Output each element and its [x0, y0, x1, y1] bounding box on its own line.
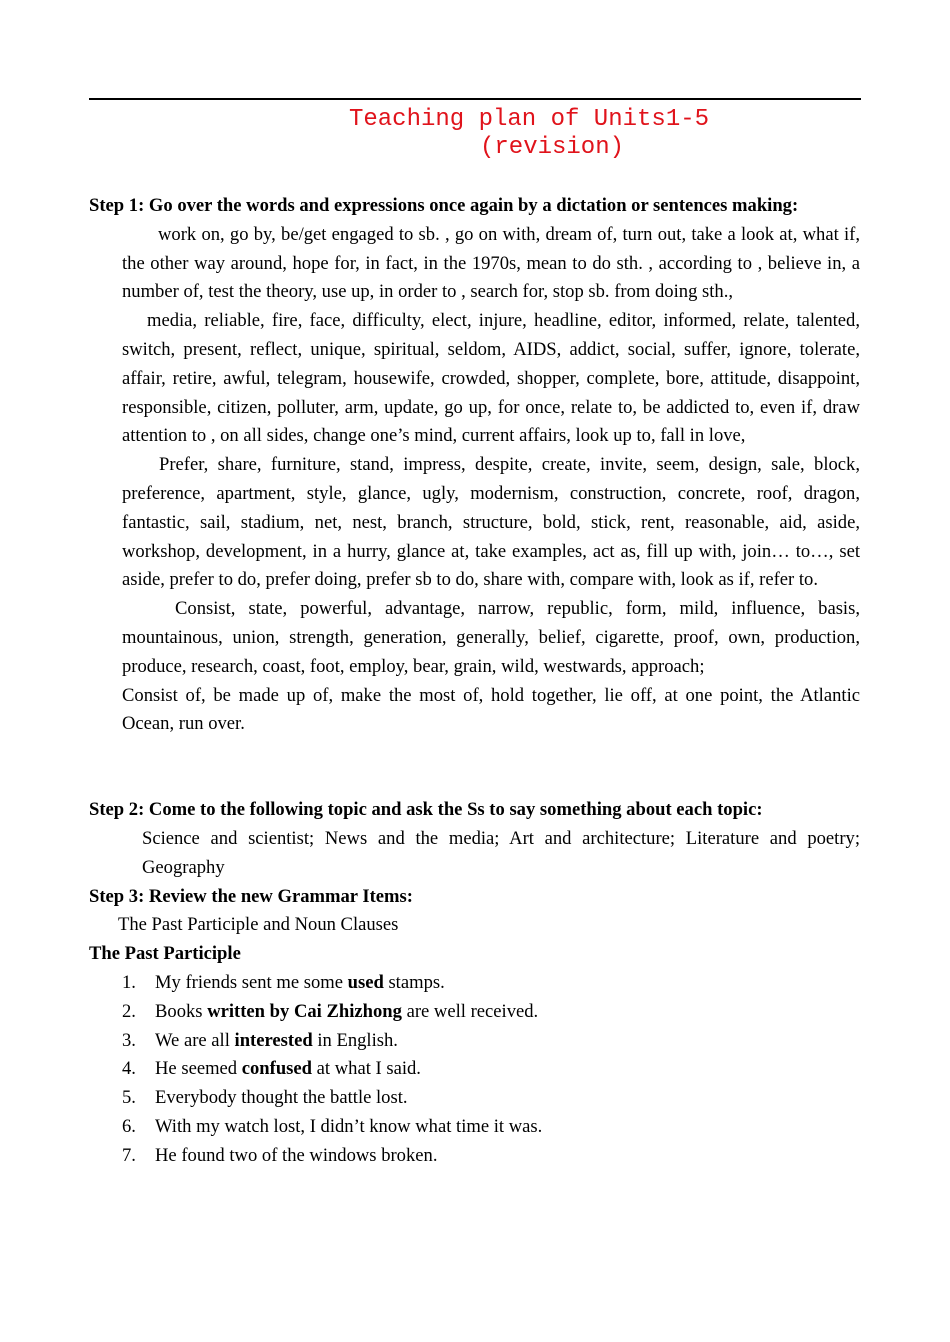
- past-participle-heading: The Past Participle: [89, 943, 241, 965]
- step1-heading: Step 1: Go over the words and expressions once again by a dictation or sentences making:: [89, 195, 799, 216]
- step2-heading: Step 2: Come to the following topic and ask the Ss to say something about each topic:: [89, 799, 763, 821]
- list-item: 5. Everybody thought the battle lost.: [122, 1087, 408, 1109]
- step2-topics: Science and scientist; News and the media; Art and architecture; Literature and poetry; Geography: [142, 827, 860, 878]
- step1-phrases-paragraph-2: Consist of, be made up of, make the most of, hold together, lie off, at one point, the Atlantic Ocean, run over.: [122, 684, 860, 735]
- title-line-2: (revision): [479, 134, 625, 161]
- document-title: [0, 106, 950, 162]
- header-rule: [89, 98, 861, 100]
- past-participle-examples: [89, 969, 860, 1171]
- list-item: 2. Books written by Cai Zhizhong are well received.: [122, 1000, 539, 1022]
- step1-words-paragraph-3: Consist, state, powerful, advantage, narrow, republic, form, mild, influence, basis, mountainous, union, strength, generation, generally, belief, cigarette, proof, own, production, produce, research, coast, foot, employ, bear, grain, wild, westwards, approach;: [122, 598, 860, 677]
- list-item: 4. He seemed confused at what I said.: [122, 1058, 421, 1080]
- list-item: 7. He found two of the windows broken.: [122, 1144, 438, 1166]
- list-item: 6. With my watch lost, I didn’t know what time it was.: [122, 1115, 543, 1137]
- step3-heading: Step 3: Review the new Grammar Items:: [89, 885, 413, 907]
- step1-words-paragraph-1: media, reliable, fire, face, difficulty, elect, injure, headline, editor, informed, relate, talented, switch, present, reflect, unique, spiritual, seldom, AIDS, addict, social, suffer, ignore, tolerate, affair, retire, awful, telegram, housewife, crowded, shopper, complete, bore, attitude, disappoint, responsible, citizen, polluter, arm, update, go up, for once, relate to, be addicted to, even if, draw attention to , on all sides, change one’s mind, current affairs, look up to, fall in love,: [122, 310, 860, 447]
- step1-phrases-paragraph: work on, go by, be/get engaged to sb. , go on with, dream of, turn out, take a look at, what if, the other way around, hope for, in fact, in the 1970s, mean to do sth. , according to , believe in, a number of, test the theory, use up, in order to , search for, stop sb. from doing sth.,: [122, 223, 860, 303]
- document-body: [89, 192, 860, 1171]
- list-item: 3. We are all interested in English.: [122, 1029, 398, 1051]
- step3-grammar-items: The Past Participle and Noun Clauses: [118, 914, 399, 936]
- title-line-1: Teaching plan of Units1-5: [348, 106, 710, 133]
- spacer: [89, 739, 860, 796]
- step1-words-paragraph-2: Prefer, share, furniture, stand, impress, despite, create, invite, seem, design, sale, block, preference, apartment, style, glance, ugly, modernism, construction, concrete, roof, dragon, fantastic, sail, stadium, net, nest, branch, structure, bold, stick, rent, reasonable, aid, aside, workshop, development, in a hurry, glance at, take examples, act as, fill up with, join… to…, set aside, prefer to do, prefer doing, prefer sb to do, share with, compare with, look as if, refer to.: [122, 454, 860, 591]
- list-item: 1. My friends sent me some used stamps.: [122, 971, 445, 993]
